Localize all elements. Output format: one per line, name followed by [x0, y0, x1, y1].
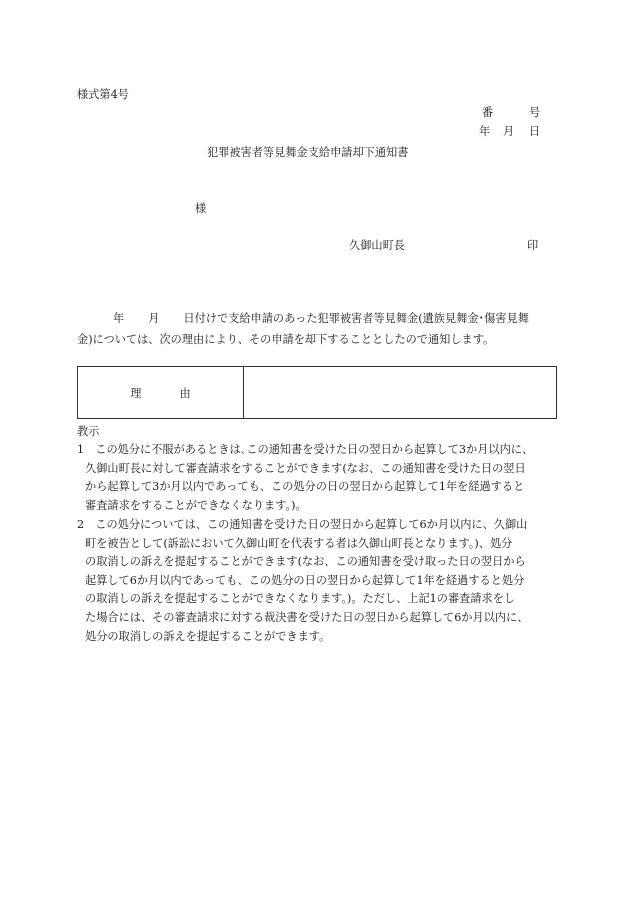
notice-item-2-line: 2 この処分については、この通知書を受けた日の翌日から起算して6か月以内に、久御山 [77, 518, 528, 531]
reason-table [77, 366, 557, 419]
notice-item-1-line: 1 この処分に不服があるときは､この通知書を受けた日の翌日から起算して3か月以内に、 [77, 443, 534, 456]
body-line-2: 金)については、次の理由により、その申請を却下することとしたので通知します。 [77, 333, 495, 346]
notice-item-1-line: 久御山町長に対して審査請求をすることができます(なお、この通知書を受けた日の翌日 [85, 461, 526, 475]
notice-item-2-line: の取消しの訴えを提起することができます(なお、この通知書を受け取った日の翌日から [85, 555, 526, 569]
document-title: 犯罪被害者等見舞金支給申請却下通知書 [207, 146, 409, 159]
reason-label-a: 理 [130, 386, 142, 400]
reason-label-cell [78, 367, 244, 418]
addressee-suffix: 様 [195, 202, 207, 215]
reason-value-cell [244, 367, 556, 418]
issuer-name: 久御山町長 [349, 239, 405, 252]
form-number: 様式第4号 [77, 88, 129, 101]
notice-item-2-line: 処分の取消しの訴えを提起することができます。 [85, 629, 331, 643]
notice-item-1-line: から起算して3か月以内であっても、この処分の日の翌日から起算して1年を経過すると [85, 480, 525, 494]
body-paragraph [77, 308, 559, 350]
notice-item-2-line: 町を被告として(訴訟において久御山町を代表する者は久御山町長となります。)、処分 [85, 536, 513, 550]
seal-mark: 印 [527, 239, 539, 252]
body-line-1 [77, 308, 559, 329]
date-day-label: 日 [529, 125, 541, 138]
notice-item-2-line: た場合には、その審査請求に対する裁決書を受けた日の翌日から起算して6か月以内に、 [85, 610, 529, 624]
date-year-label: 年 [479, 125, 491, 138]
notice-item-2-line: 起算して6か月以内であっても、この処分の日の翌日から起算して1年を経過すると処分 [85, 573, 525, 587]
number-label-ban: 番 [482, 106, 494, 119]
body-line-1-rest: 日付けで支給申請のあった犯罪被害者等見舞金(遺族見舞金･傷害見舞 [183, 312, 529, 325]
reason-label-b: 由 [179, 386, 191, 400]
notice-item-1-line: 審査請求をすることができなくなります。)。 [85, 498, 307, 512]
number-label-go: 号 [529, 106, 541, 119]
notice-heading: 教示 [77, 425, 100, 438]
notice-item-2 [77, 516, 559, 646]
notice-item-1 [77, 441, 559, 515]
body-month: 月 [148, 312, 160, 325]
body-year: 年 [113, 312, 125, 325]
date-month-label: 月 [503, 125, 515, 138]
notice-item-2-line: の取消しの訴えを提起することができなくなります。)。ただし、上記1の審査請求をし [85, 592, 516, 606]
